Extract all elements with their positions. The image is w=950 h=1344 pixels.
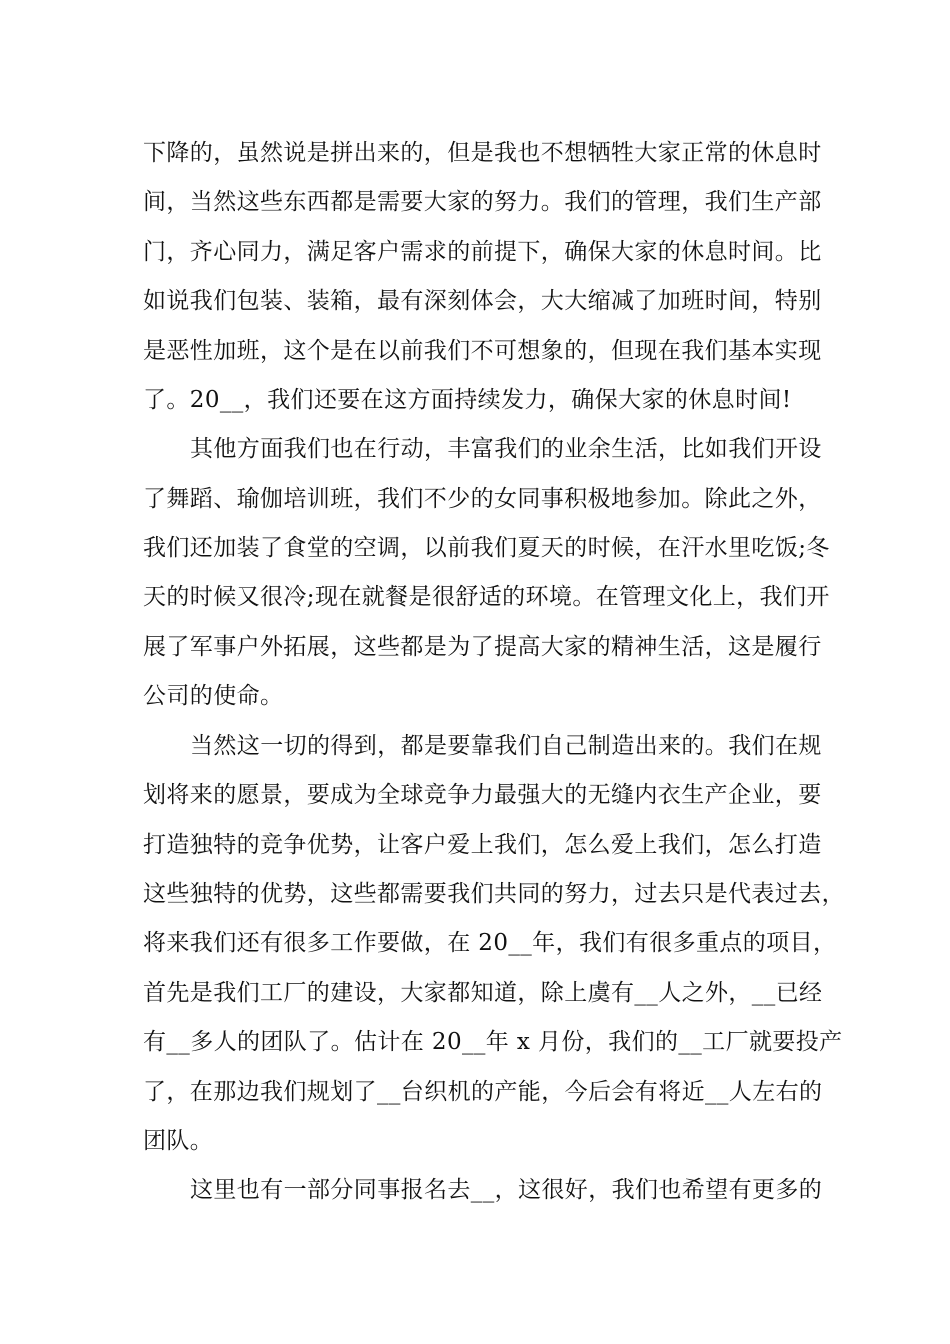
text-line: 是恶性加班，这个是在以前我们不可想象的，但现在我们基本实现	[143, 338, 822, 364]
text-line: 门，齐心同力，满足客户需求的前提下，确保大家的休息时间。比	[143, 239, 822, 265]
paragraph-first-line: 当然这一切的得到，都是要靠我们自己制造出来的。我们在规	[190, 733, 822, 759]
text-line: 了，在那边我们规划了__台织机的产能，今后会有将近__人左右的	[143, 1079, 823, 1105]
text-line: 了舞蹈、瑜伽培训班，我们不少的女同事积极地参加。除此之外，	[143, 486, 822, 512]
text-line: 公司的使命。	[143, 683, 284, 709]
text-line: 了。20__，我们还要在这方面持续发力，确保大家的休息时间!	[143, 387, 792, 413]
text-line: 这些独特的优势，这些都需要我们共同的努力，过去只是代表过去，	[143, 881, 845, 907]
text-line: 下降的，虽然说是拼出来的，但是我也不想牺牲大家正常的休息时	[143, 140, 822, 166]
text-line: 天的时候又很冷;现在就餐是很舒适的环境。在管理文化上，我们开	[143, 584, 830, 610]
text-line: 首先是我们工厂的建设，大家都知道，除上虞有__人之外，__已经	[143, 980, 823, 1006]
text-line: 展了军事户外拓展，这些都是为了提高大家的精神生活，这是履行	[143, 634, 822, 660]
paragraph-first-line: 其他方面我们也在行动，丰富我们的业余生活，比如我们开设	[190, 436, 822, 462]
text-line: 打造独特的竞争优势，让客户爱上我们，怎么爱上我们，怎么打造	[143, 832, 822, 858]
paragraph-first-line: 这里也有一部分同事报名去__，这很好，我们也希望有更多的	[190, 1177, 823, 1203]
text-line: 团队。	[143, 1128, 214, 1154]
text-line: 划将来的愿景，要成为全球竞争力最强大的无缝内衣生产企业，要	[143, 782, 822, 808]
text-line: 如说我们包装、装箱，最有深刻体会，大大缩减了加班时间，特别	[143, 288, 822, 314]
text-line: 有__多人的团队了。估计在 20__年 x 月份，我们的__工厂就要投产	[143, 1029, 843, 1055]
text-line: 将来我们还有很多工作要做，在 20__年，我们有很多重点的项目，	[143, 930, 837, 956]
text-line: 间，当然这些东西都是需要大家的努力。我们的管理，我们生产部	[143, 189, 822, 215]
text-line: 我们还加装了食堂的空调，以前我们夏天的时候，在汗水里吃饭;冬	[143, 535, 830, 561]
